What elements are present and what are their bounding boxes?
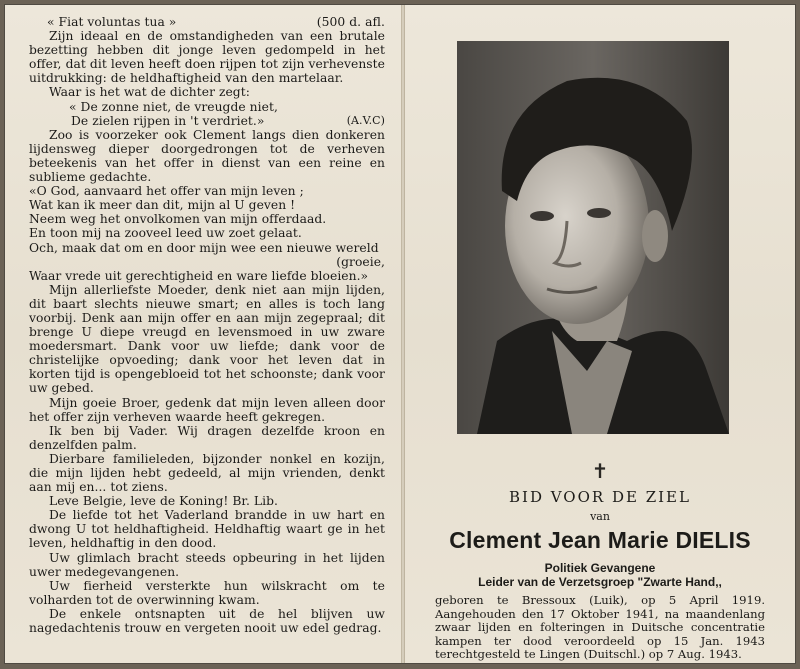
cross-icon: ✝: [591, 459, 609, 483]
subtitle-leader: Leider van de Verzetsgroep "Zwarte Hand,,: [478, 575, 722, 589]
prayer-line-1: «O God, aanvaard het offer van mijn leven ;: [29, 184, 304, 199]
prayer-line-5: Och, maak dat om en door mijn wee een nieuwe wereld: [29, 240, 379, 255]
paragraph-escaped: De enkele ontsnapten uit de hel blijven uw nagedachtenis trouw en vergeten nooit uw edel gedrag.: [29, 606, 385, 636]
paragraph-mother: Mijn allerliefste Moeder, denk niet aan mijn lijden, dit baart slechts nieuwe smart; en alles is toch lang voorbij. Denk aan mijn offer en aan mijn zegepraal; dit brenge U diepe vreugd en levensmoed in uw zware moedersmart. Dank voor uw liefde; dank voor de christelijke opvoeding; dank voor het leven dat in korten tijd is opengebloeid tot het schoonste; dank voor uw gebed.: [29, 282, 385, 396]
prayer-last: Waar vrede uit gerechtigheid en ware liefde bloeien.»: [29, 268, 369, 283]
paragraph-father: Ik ben bij Vader. Wij dragen dezelfde kroon en denzelfden palm.: [29, 423, 385, 452]
subtitle-prisoner: Politiek Gevangene: [544, 561, 656, 575]
header-ref: (500 d. afl.: [316, 15, 385, 29]
portrait-photo: [457, 41, 729, 434]
prayer-line-3: Neem weg het onvolkomen van mijn offerdaad.: [29, 212, 327, 227]
paragraph-poet: Waar is het wat de dichter zegt:: [49, 85, 250, 100]
right-page: [405, 5, 795, 663]
memorial-card: [4, 4, 796, 664]
paragraph-pride: Uw fierheid versterkte hun wilskracht om te volharden tot de overwinning kwam.: [29, 578, 385, 607]
van-label: van: [590, 510, 610, 523]
poem-line-1: « De zonne niet, de vreugde niet,: [69, 99, 278, 114]
paragraph-clement: Zoo is voorzeker ook Clement langs dien donkeren lijdensweg dieper doorgedrongen tot de verheven beteekenis van het offer in dienst van een reine en sublieme gedachte.: [29, 127, 385, 185]
prayer-groeie: (groeie,: [336, 254, 385, 269]
poem-line-2: De zielen rijpen in 't verdriet.»: [71, 113, 265, 128]
poem-line-2-row: [29, 114, 385, 128]
paragraph-smile: Uw glimlach bracht steeds opbeuring in het lijden uwer medegevangenen.: [29, 550, 385, 579]
paragraph-belgium: Leve Belgie, leve de Koning! Br. Lib.: [49, 494, 278, 509]
portrait-image: [457, 41, 729, 434]
biography-text: [435, 594, 765, 662]
paragraph-brother: Mijn goeie Broer, gedenk dat mijn leven alleen door het offer zijn verheven waarde heeft gekregen.: [29, 395, 385, 424]
prayer-line-4: En toon mij na zooveel leed uw zoet gelaat.: [29, 226, 302, 241]
deceased-name: Clement Jean Marie DIELIS: [449, 527, 751, 553]
left-text-block: [29, 15, 385, 635]
header-quote: « Fiat voluntas tua »: [47, 15, 177, 29]
paragraph-family: Dierbare familieleden, bijzonder nonkel en kozijn, die mijn lijden hebt gedeeld, al mijn vrienden, denkt aan mij en... tot ziens.: [29, 451, 385, 495]
paragraph-fatherland: De liefde tot het Vaderland brandde in uw hart en dwong U tot heldhaftigheid. Heldhaftig waart ge in het leven, heldhaftig in den dood.: [29, 508, 385, 551]
prayer-heading: BID VOOR DE ZIEL: [509, 488, 691, 506]
biography-paragraph: geboren te Bressoux (Luik), op 5 April 1919. Aangehouden den 17 Oktober 1941, na maandenlang zwaar lijden en folteringen in Duitsche concentratie kampen ter dood veroordeeld op 15 Jan. 1943 terechtgesteld te Lingen (Duitschl.) op 7 Aug. 1943.: [435, 593, 765, 662]
left-page: [5, 5, 401, 663]
paragraph-intro: Zijn ideaal en de omstandigheden van een brutale bezetting hebben dit jonge leven gedompeld in het offer, dat dit leven heeft doen rijpen tot zijn verhevenste uitdrukking: de heldhaftigheid van den martelaar.: [29, 29, 385, 86]
header-line: [29, 15, 385, 29]
poem-ref: (A.V.C): [346, 113, 385, 127]
prayer-line-2: Wat kan ik meer dan dit, mijn al U geven !: [29, 198, 296, 213]
